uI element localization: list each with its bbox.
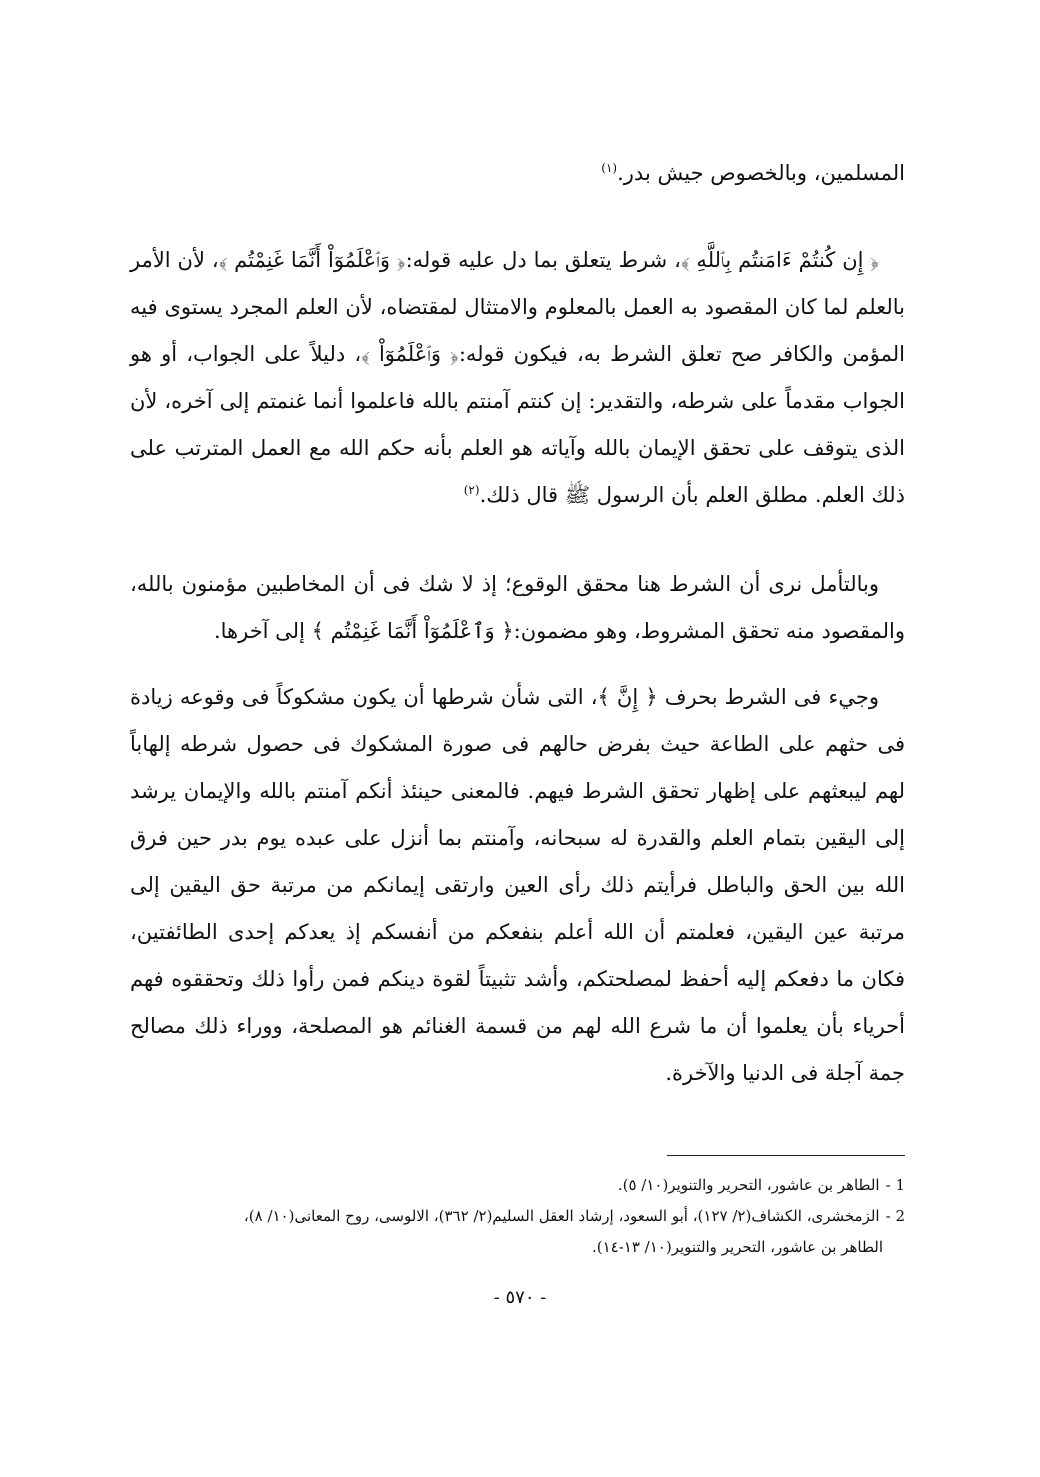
- footnote-ref-1: (١): [601, 161, 618, 175]
- paragraph-3-text: وجيء فى الشرط بحرف ﴿ إِنَّ ﴾، التى شأن شرطها أن يكون مشكوكاً فى وقوعه زيادة فى حثهم على الطاعة حيث بفرض حالهم فى صورة المشكوك فى حصول شرطه إلهاباً لهم ليبعثهم على إظهار تحقق الشرط فيهم. فالمعنى حينئذ أنكم آمنتم بالله والإيمان يرشد إلى اليقين بتمام العلم والقدرة له سبحانه، وآمنتم بما أنزل على عبده يوم بدر حين فرق الله بين الحق والباطل فرأيتم ذلك رأى العين وارتقى إيمانكم من مرتبة حق اليقين إلى مرتبة عين اليقين، فعلمتم أن الله أعلم بنفعكم من أنفسكم إذ يعدكم إحدى الطائفتين، فكان ما دفعكم إليه أحفظ لمصلحتكم، وأشد تثبيتاً لقوة دينكم فمن رأوا ذلك وتحققوه فهم أحرياء بأن يعلموا أن ما شرع الله لهم من قسمة الغنائم هو المصلحة، ووراء ذلك مصالح جمة آجلة فى الدنيا والآخرة.: [130, 685, 905, 1085]
- footnote-1: [130, 1170, 905, 1201]
- footnote-1-number: 1 -: [885, 1176, 905, 1194]
- page-number: - ٥٧٠ -: [493, 1287, 547, 1308]
- intro-text: المسلمين، وبالخصوص جيش بدر.: [617, 161, 905, 185]
- footnote-2-number: 2 -: [885, 1207, 905, 1225]
- paragraph-3: [130, 674, 905, 1097]
- paragraph-2-text: وبالتأمل نرى أن الشرط هنا محقق الوقوع؛ إذ لا شك فى أن المخاطبين مؤمنون بالله، والمقصود منه تحقق المشروط، وهو مضمون:﴿ وَٱعْلَمُوٓاْ أَنَّمَا غَنِمْتُم ﴾ إلى آخرها.: [130, 572, 905, 643]
- footnote-divider: [667, 1155, 905, 1156]
- footnotes: [130, 1170, 905, 1263]
- footnote-2-continuation: الطاهر بن عاشور، التحرير والتنوير(١٠/ ١٣-١٤).: [591, 1238, 883, 1256]
- intro-line: [130, 150, 905, 197]
- paragraph-1: [130, 237, 905, 519]
- footnote-1-text: الطاهر بن عاشور، التحرير والتنوير(١٠/ ٥).: [617, 1176, 880, 1194]
- footnote-ref-2: (٢): [463, 483, 480, 497]
- paragraph-1-text: ﴿ إِن كُنتُمْ ءَامَنتُم بِٱللَّهِ ﴾، شرط يتعلق بما دل عليه قوله:﴿ وَٱعْلَمُوٓاْ أَنَّمَا غَنِمْتُم ﴾، لأن الأمر بالعلم لما كان المقصود به العمل بالمعلوم والامتثال لمقتضاه، لأن العلم المجرد يستوى فيه المؤمن والكافر صح تعلق الشرط به، فيكون قوله:﴿ وَٱعْلَمُوٓاْ ﴾، دليلاً على الجواب، أو هو الجواب مقدماً على شرطه، والتقدير: إن كنتم آمنتم بالله فاعلموا أنما غنمتم إلى آخره، لأن الذى يتوقف على تحقق الإيمان بالله وآياته هو العلم بأنه حكم الله مع العمل المترتب على ذلك العلم. مطلق العلم بأن الرسول ﷺ قال ذلك.: [130, 248, 905, 507]
- footnote-2-text: الزمخشرى، الكشاف(٢/ ١٢٧)، أبو السعود، إرشاد العقل السليم(٢/ ٣٦٢)، الالوسى، روح المعانى(١٠/ ٨)،: [243, 1207, 880, 1225]
- footnote-2: [130, 1201, 905, 1232]
- paragraph-2: [130, 561, 905, 655]
